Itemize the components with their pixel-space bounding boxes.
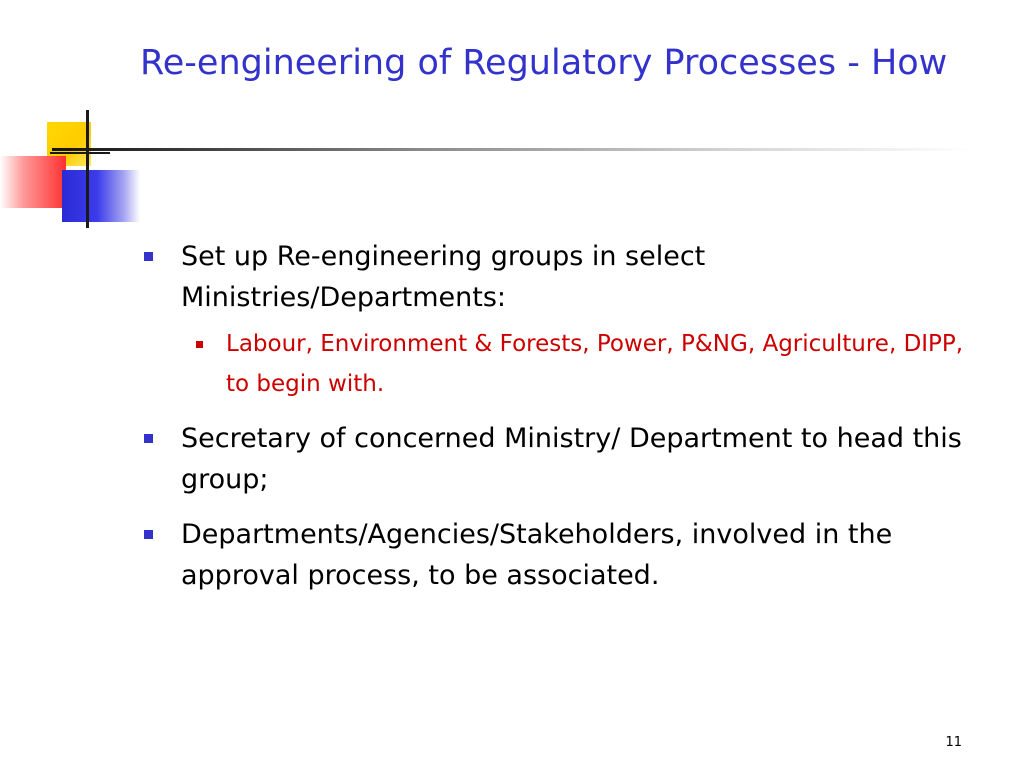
sub-bullet-text: Labour, Environment & Forests, Power, P&NG, Agriculture, DIPP, to begin with. [226,331,964,397]
sub-bullet-item-1 [186,324,990,404]
bullet-item-1 [140,236,990,318]
square-bullet-icon [196,341,203,348]
red-gradient-decoration [0,156,66,208]
square-bullet-icon [144,252,153,261]
decorative-logo [0,100,160,240]
bullet-text: Secretary of concerned Ministry/ Department to head this group; [181,423,962,495]
vertical-line-decoration [86,110,89,228]
bullet-text: Departments/Agencies/Stakeholders, involved in the approval process, to be associated. [181,519,893,591]
square-bullet-icon [144,434,153,443]
title-underline [52,148,972,151]
bullet-item-2 [140,418,990,500]
slide-number: 11 [945,735,962,750]
slide-title: Re-engineering of Regulatory Processes - How [140,43,948,83]
bullet-list [140,236,990,596]
blue-gradient-decoration [62,170,140,222]
bullet-item-3 [140,514,990,596]
bullet-text: Set up Re-engineering groups in select Ministries/Departments: [181,241,706,313]
square-bullet-icon [144,530,153,539]
horizontal-line-decoration [50,152,110,154]
